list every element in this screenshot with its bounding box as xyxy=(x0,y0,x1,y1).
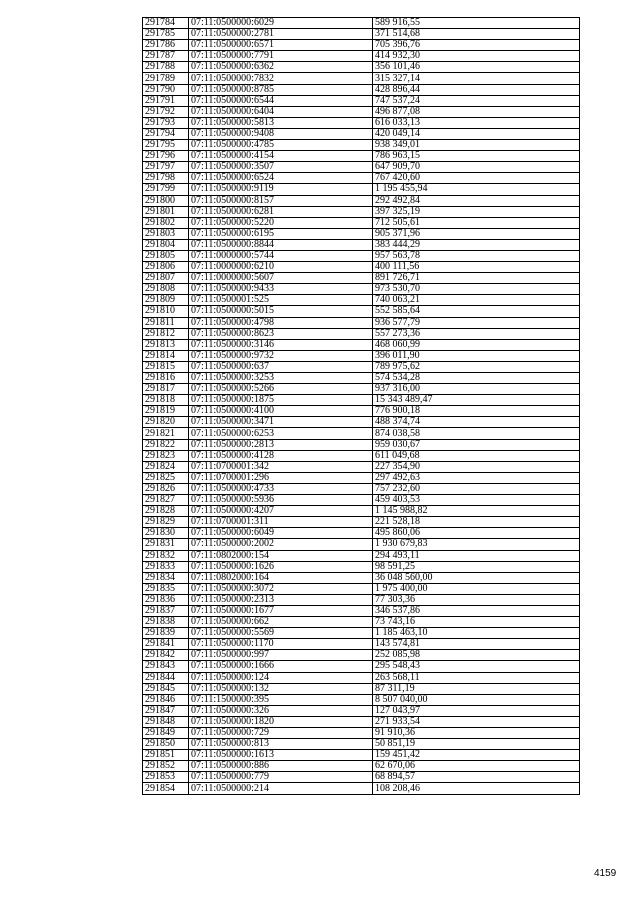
table-row xyxy=(143,716,580,727)
value-cell: 87 311,19 xyxy=(373,683,580,694)
table-row xyxy=(143,450,580,461)
value-cell: 159 451,42 xyxy=(373,750,580,761)
row-number-cell: 291837 xyxy=(143,605,189,616)
table-row xyxy=(143,594,580,605)
cadastral-number-cell: 07:11:0500000:8785 xyxy=(189,84,373,95)
table-row xyxy=(143,95,580,106)
value-cell: 252 085,98 xyxy=(373,650,580,661)
row-number-cell: 291809 xyxy=(143,295,189,306)
value-cell: 428 896,44 xyxy=(373,84,580,95)
row-number-cell: 291842 xyxy=(143,650,189,661)
cadastral-number-cell: 07:11:0500000:6253 xyxy=(189,428,373,439)
table-row xyxy=(143,650,580,661)
table-row xyxy=(143,605,580,616)
row-number-cell: 291849 xyxy=(143,728,189,739)
row-number-cell: 291822 xyxy=(143,439,189,450)
cadastral-number-cell: 07:11:0700001:342 xyxy=(189,461,373,472)
table-row xyxy=(143,384,580,395)
cadastral-number-cell: 07:11:0500000:4733 xyxy=(189,483,373,494)
value-cell: 143 574,81 xyxy=(373,639,580,650)
value-cell: 767 420,60 xyxy=(373,173,580,184)
row-number-cell: 291803 xyxy=(143,228,189,239)
row-number-cell: 291835 xyxy=(143,583,189,594)
row-number-cell: 291824 xyxy=(143,461,189,472)
row-number-cell: 291826 xyxy=(143,483,189,494)
value-cell: 8 507 040,00 xyxy=(373,694,580,705)
cadastral-number-cell: 07:11:0500000:1666 xyxy=(189,661,373,672)
cadastral-number-cell: 07:11:0500000:3146 xyxy=(189,339,373,350)
table-row xyxy=(143,528,580,539)
value-cell: 292 492,84 xyxy=(373,195,580,206)
table-row xyxy=(143,306,580,317)
value-cell: 647 909,70 xyxy=(373,162,580,173)
table-row xyxy=(143,317,580,328)
value-cell: 789 975,62 xyxy=(373,361,580,372)
table-row xyxy=(143,539,580,550)
row-number-cell: 291845 xyxy=(143,683,189,694)
table-row xyxy=(143,506,580,517)
value-cell: 263 568,11 xyxy=(373,672,580,683)
table-row xyxy=(143,273,580,284)
row-number-cell: 291820 xyxy=(143,417,189,428)
row-number-cell: 291790 xyxy=(143,84,189,95)
value-cell: 488 374,74 xyxy=(373,417,580,428)
table-row xyxy=(143,339,580,350)
value-cell: 589 916,55 xyxy=(373,18,580,29)
cadastral-number-cell: 07:11:0500000:729 xyxy=(189,728,373,739)
table-row xyxy=(143,683,580,694)
row-number-cell: 291850 xyxy=(143,739,189,750)
value-cell: 747 537,24 xyxy=(373,95,580,106)
row-number-cell: 291805 xyxy=(143,250,189,261)
row-number-cell: 291833 xyxy=(143,561,189,572)
value-cell: 414 932,30 xyxy=(373,51,580,62)
row-number-cell: 291798 xyxy=(143,173,189,184)
table-row xyxy=(143,73,580,84)
cadastral-number-cell: 07:11:0500000:2781 xyxy=(189,29,373,40)
cadastral-number-cell: 07:11:0500000:2813 xyxy=(189,439,373,450)
table-row xyxy=(143,783,580,794)
row-number-cell: 291801 xyxy=(143,206,189,217)
cadastral-number-cell: 07:11:0500000:9119 xyxy=(189,184,373,195)
table-row xyxy=(143,62,580,73)
value-cell: 400 111,56 xyxy=(373,262,580,273)
value-cell: 786 963,15 xyxy=(373,151,580,162)
table-row xyxy=(143,350,580,361)
value-cell: 459 403,53 xyxy=(373,495,580,506)
cadastral-number-cell: 07:11:0500000:1875 xyxy=(189,395,373,406)
value-cell: 959 030,67 xyxy=(373,439,580,450)
value-cell: 1 145 988,82 xyxy=(373,506,580,517)
table-row xyxy=(143,140,580,151)
table-row xyxy=(143,395,580,406)
table-row xyxy=(143,705,580,716)
value-cell: 1 930 679,83 xyxy=(373,539,580,550)
table-row xyxy=(143,250,580,261)
value-cell: 397 325,19 xyxy=(373,206,580,217)
value-cell: 356 101,46 xyxy=(373,62,580,73)
cadastral-number-cell: 07:11:0500000:4154 xyxy=(189,151,373,162)
table-row xyxy=(143,572,580,583)
cadastral-number-cell: 07:11:0000000:5744 xyxy=(189,250,373,261)
row-number-cell: 291794 xyxy=(143,128,189,139)
table-row xyxy=(143,361,580,372)
value-cell: 127 043,97 xyxy=(373,705,580,716)
row-number-cell: 291813 xyxy=(143,339,189,350)
cadastral-number-cell: 07:11:0500000:1613 xyxy=(189,750,373,761)
row-number-cell: 291802 xyxy=(143,217,189,228)
row-number-cell: 291852 xyxy=(143,761,189,772)
value-cell: 221 528,18 xyxy=(373,517,580,528)
cadastral-number-cell: 07:11:0500000:6362 xyxy=(189,62,373,73)
value-cell: 552 585,64 xyxy=(373,306,580,317)
row-number-cell: 291823 xyxy=(143,450,189,461)
page-number: 4159 xyxy=(594,868,617,879)
table-row xyxy=(143,739,580,750)
cadastral-number-cell: 07:11:0500000:7791 xyxy=(189,51,373,62)
value-cell: 705 396,76 xyxy=(373,40,580,51)
value-cell: 383 444,29 xyxy=(373,239,580,250)
row-number-cell: 291821 xyxy=(143,428,189,439)
value-cell: 973 530,70 xyxy=(373,284,580,295)
cadastral-number-cell: 07:11:0500000:5015 xyxy=(189,306,373,317)
value-cell: 108 208,46 xyxy=(373,783,580,794)
table-row xyxy=(143,328,580,339)
row-number-cell: 291787 xyxy=(143,51,189,62)
table-row xyxy=(143,517,580,528)
value-cell: 495 860,06 xyxy=(373,528,580,539)
table-row xyxy=(143,262,580,273)
row-number-cell: 291825 xyxy=(143,472,189,483)
value-cell: 62 670,06 xyxy=(373,761,580,772)
row-number-cell: 291828 xyxy=(143,506,189,517)
value-cell: 616 033,13 xyxy=(373,117,580,128)
table-row xyxy=(143,639,580,650)
cadastral-number-cell: 07:11:0802000:164 xyxy=(189,572,373,583)
cadastral-number-cell: 07:11:0000000:6210 xyxy=(189,262,373,273)
value-cell: 36 048 560,00 xyxy=(373,572,580,583)
value-cell: 77 303,36 xyxy=(373,594,580,605)
cadastral-number-cell: 07:11:0500000:886 xyxy=(189,761,373,772)
cadastral-number-cell: 07:11:0500000:326 xyxy=(189,705,373,716)
cadastral-number-cell: 07:11:0500000:3072 xyxy=(189,583,373,594)
table-row xyxy=(143,117,580,128)
table-row xyxy=(143,617,580,628)
cadastral-number-cell: 07:11:0500000:3253 xyxy=(189,373,373,384)
cadastral-number-cell: 07:11:0700001:311 xyxy=(189,517,373,528)
row-number-cell: 291789 xyxy=(143,73,189,84)
cadastral-number-cell: 07:11:0500000:5266 xyxy=(189,384,373,395)
value-cell: 297 492,63 xyxy=(373,472,580,483)
table-row xyxy=(143,750,580,761)
row-number-cell: 291827 xyxy=(143,495,189,506)
cadastral-number-cell: 07:11:0500000:8844 xyxy=(189,239,373,250)
cadastral-number-cell: 07:11:0500000:1626 xyxy=(189,561,373,572)
cadastral-number-cell: 07:11:0500000:997 xyxy=(189,650,373,661)
row-number-cell: 291792 xyxy=(143,106,189,117)
cadastral-number-cell: 07:11:0500000:6524 xyxy=(189,173,373,184)
row-number-cell: 291848 xyxy=(143,716,189,727)
value-cell: 468 060,99 xyxy=(373,339,580,350)
table-row xyxy=(143,51,580,62)
row-number-cell: 291832 xyxy=(143,550,189,561)
row-number-cell: 291797 xyxy=(143,162,189,173)
value-cell: 496 877,08 xyxy=(373,106,580,117)
table-row xyxy=(143,772,580,783)
value-cell: 611 049,68 xyxy=(373,450,580,461)
cadastral-number-cell: 07:11:0500000:6281 xyxy=(189,206,373,217)
row-number-cell: 291800 xyxy=(143,195,189,206)
cadastral-number-cell: 07:11:0500000:6544 xyxy=(189,95,373,106)
row-number-cell: 291791 xyxy=(143,95,189,106)
cadastral-number-cell: 07:11:0500000:779 xyxy=(189,772,373,783)
cadastral-number-cell: 07:11:0500000:1820 xyxy=(189,716,373,727)
table-row xyxy=(143,461,580,472)
table-row xyxy=(143,217,580,228)
row-number-cell: 291841 xyxy=(143,639,189,650)
row-number-cell: 291838 xyxy=(143,617,189,628)
table-row xyxy=(143,694,580,705)
cadastral-number-cell: 07:11:0500000:2313 xyxy=(189,594,373,605)
row-number-cell: 291808 xyxy=(143,284,189,295)
row-number-cell: 291784 xyxy=(143,18,189,29)
value-cell: 557 273,36 xyxy=(373,328,580,339)
table-row xyxy=(143,728,580,739)
row-number-cell: 291854 xyxy=(143,783,189,794)
cadastral-number-cell: 07:11:0500001:525 xyxy=(189,295,373,306)
table-row xyxy=(143,228,580,239)
value-cell: 346 537,86 xyxy=(373,605,580,616)
value-cell: 740 063,21 xyxy=(373,295,580,306)
value-cell: 294 493,11 xyxy=(373,550,580,561)
value-cell: 1 195 455,94 xyxy=(373,184,580,195)
row-number-cell: 291829 xyxy=(143,517,189,528)
row-number-cell: 291785 xyxy=(143,29,189,40)
cadastral-number-cell: 07:11:0500000:5569 xyxy=(189,628,373,639)
row-number-cell: 291847 xyxy=(143,705,189,716)
row-number-cell: 291786 xyxy=(143,40,189,51)
value-cell: 891 726,71 xyxy=(373,273,580,284)
row-number-cell: 291811 xyxy=(143,317,189,328)
cadastral-number-cell: 07:11:0500000:7832 xyxy=(189,73,373,84)
value-cell: 91 910,36 xyxy=(373,728,580,739)
cadastral-number-cell: 07:11:1500000:395 xyxy=(189,694,373,705)
value-cell: 98 591,25 xyxy=(373,561,580,572)
table-row xyxy=(143,672,580,683)
row-number-cell: 291844 xyxy=(143,672,189,683)
row-number-cell: 291830 xyxy=(143,528,189,539)
cadastral-number-cell: 07:11:0500000:132 xyxy=(189,683,373,694)
table-row xyxy=(143,439,580,450)
row-number-cell: 291846 xyxy=(143,694,189,705)
row-number-cell: 291816 xyxy=(143,373,189,384)
value-cell: 957 563,78 xyxy=(373,250,580,261)
table-row xyxy=(143,428,580,439)
value-cell: 73 743,16 xyxy=(373,617,580,628)
table-row xyxy=(143,18,580,29)
row-number-cell: 291807 xyxy=(143,273,189,284)
cadastral-number-cell: 07:11:0500000:6195 xyxy=(189,228,373,239)
cadastral-number-cell: 07:11:0802000:154 xyxy=(189,550,373,561)
table-row xyxy=(143,84,580,95)
value-cell: 874 038,58 xyxy=(373,428,580,439)
table-row xyxy=(143,417,580,428)
cadastral-number-cell: 07:11:0700001:296 xyxy=(189,472,373,483)
cadastral-number-cell: 07:11:0500000:2002 xyxy=(189,539,373,550)
table-row xyxy=(143,173,580,184)
value-cell: 227 354,90 xyxy=(373,461,580,472)
table-row xyxy=(143,239,580,250)
value-cell: 905 371,96 xyxy=(373,228,580,239)
cadastral-number-cell: 07:11:0500000:6049 xyxy=(189,528,373,539)
value-cell: 315 327,14 xyxy=(373,73,580,84)
row-number-cell: 291818 xyxy=(143,395,189,406)
table-row xyxy=(143,373,580,384)
value-cell: 937 316,00 xyxy=(373,384,580,395)
value-cell: 420 049,14 xyxy=(373,128,580,139)
table-row xyxy=(143,284,580,295)
table-row xyxy=(143,106,580,117)
table-row xyxy=(143,128,580,139)
cadastral-number-cell: 07:11:0500000:6571 xyxy=(189,40,373,51)
table-row xyxy=(143,295,580,306)
value-cell: 371 514,68 xyxy=(373,29,580,40)
value-cell: 936 577,79 xyxy=(373,317,580,328)
value-cell: 271 933,54 xyxy=(373,716,580,727)
row-number-cell: 291834 xyxy=(143,572,189,583)
table-row xyxy=(143,761,580,772)
table-row xyxy=(143,406,580,417)
row-number-cell: 291799 xyxy=(143,184,189,195)
cadastral-number-cell: 07:11:0500000:6404 xyxy=(189,106,373,117)
cadastral-number-cell: 07:11:0500000:637 xyxy=(189,361,373,372)
value-cell: 15 343 489,47 xyxy=(373,395,580,406)
cadastral-number-cell: 07:11:0500000:9408 xyxy=(189,128,373,139)
row-number-cell: 291831 xyxy=(143,539,189,550)
value-cell: 757 232,60 xyxy=(373,483,580,494)
table-row xyxy=(143,561,580,572)
cadastral-number-cell: 07:11:0500000:9433 xyxy=(189,284,373,295)
row-number-cell: 291804 xyxy=(143,239,189,250)
table-row xyxy=(143,162,580,173)
value-cell: 776 900,18 xyxy=(373,406,580,417)
value-cell: 50 851,19 xyxy=(373,739,580,750)
row-number-cell: 291793 xyxy=(143,117,189,128)
row-number-cell: 291796 xyxy=(143,151,189,162)
row-number-cell: 291788 xyxy=(143,62,189,73)
value-cell: 712 505,61 xyxy=(373,217,580,228)
cadastral-number-cell: 07:11:0500000:1170 xyxy=(189,639,373,650)
cadastral-number-cell: 07:11:0500000:813 xyxy=(189,739,373,750)
table-row xyxy=(143,195,580,206)
cadastral-number-cell: 07:11:0500000:3471 xyxy=(189,417,373,428)
row-number-cell: 291814 xyxy=(143,350,189,361)
cadastral-number-cell: 07:11:0500000:4128 xyxy=(189,450,373,461)
table-row xyxy=(143,550,580,561)
row-number-cell: 291795 xyxy=(143,140,189,151)
table-row xyxy=(143,472,580,483)
cadastral-number-cell: 07:11:0500000:214 xyxy=(189,783,373,794)
cadastral-number-cell: 07:11:0500000:6029 xyxy=(189,18,373,29)
cadastral-number-cell: 07:11:0000000:5607 xyxy=(189,273,373,284)
table-row xyxy=(143,495,580,506)
row-number-cell: 291817 xyxy=(143,384,189,395)
row-number-cell: 291819 xyxy=(143,406,189,417)
cadastral-number-cell: 07:11:0500000:8157 xyxy=(189,195,373,206)
value-cell: 295 548,43 xyxy=(373,661,580,672)
cadastral-number-cell: 07:11:0500000:5936 xyxy=(189,495,373,506)
cadastral-number-cell: 07:11:0500000:4100 xyxy=(189,406,373,417)
table-row xyxy=(143,151,580,162)
cadastral-number-cell: 07:11:0500000:9732 xyxy=(189,350,373,361)
table-row xyxy=(143,40,580,51)
row-number-cell: 291843 xyxy=(143,661,189,672)
value-cell: 1 185 463,10 xyxy=(373,628,580,639)
cadastral-number-cell: 07:11:0500000:4207 xyxy=(189,506,373,517)
cadastral-number-cell: 07:11:0500000:5813 xyxy=(189,117,373,128)
table-row xyxy=(143,583,580,594)
value-cell: 1 975 400,00 xyxy=(373,583,580,594)
table-row xyxy=(143,206,580,217)
value-cell: 938 349,01 xyxy=(373,140,580,151)
value-cell: 574 534,28 xyxy=(373,373,580,384)
row-number-cell: 291815 xyxy=(143,361,189,372)
cadastral-number-cell: 07:11:0500000:1677 xyxy=(189,605,373,616)
cadastral-number-cell: 07:11:0500000:4785 xyxy=(189,140,373,151)
value-cell: 396 011,90 xyxy=(373,350,580,361)
table-row xyxy=(143,483,580,494)
cadastral-number-cell: 07:11:0500000:5220 xyxy=(189,217,373,228)
cadastral-number-cell: 07:11:0500000:4798 xyxy=(189,317,373,328)
table-row xyxy=(143,29,580,40)
row-number-cell: 291853 xyxy=(143,772,189,783)
cadastral-number-cell: 07:11:0500000:8623 xyxy=(189,328,373,339)
row-number-cell: 291812 xyxy=(143,328,189,339)
row-number-cell: 291851 xyxy=(143,750,189,761)
row-number-cell: 291810 xyxy=(143,306,189,317)
cadastral-number-cell: 07:11:0500000:662 xyxy=(189,617,373,628)
row-number-cell: 291839 xyxy=(143,628,189,639)
row-number-cell: 291836 xyxy=(143,594,189,605)
table-row xyxy=(143,628,580,639)
cadastral-number-cell: 07:11:0500000:124 xyxy=(189,672,373,683)
value-cell: 68 894,57 xyxy=(373,772,580,783)
cadastral-value-table xyxy=(142,17,580,795)
row-number-cell: 291806 xyxy=(143,262,189,273)
table-row xyxy=(143,661,580,672)
cadastral-number-cell: 07:11:0500000:3507 xyxy=(189,162,373,173)
table-row xyxy=(143,184,580,195)
